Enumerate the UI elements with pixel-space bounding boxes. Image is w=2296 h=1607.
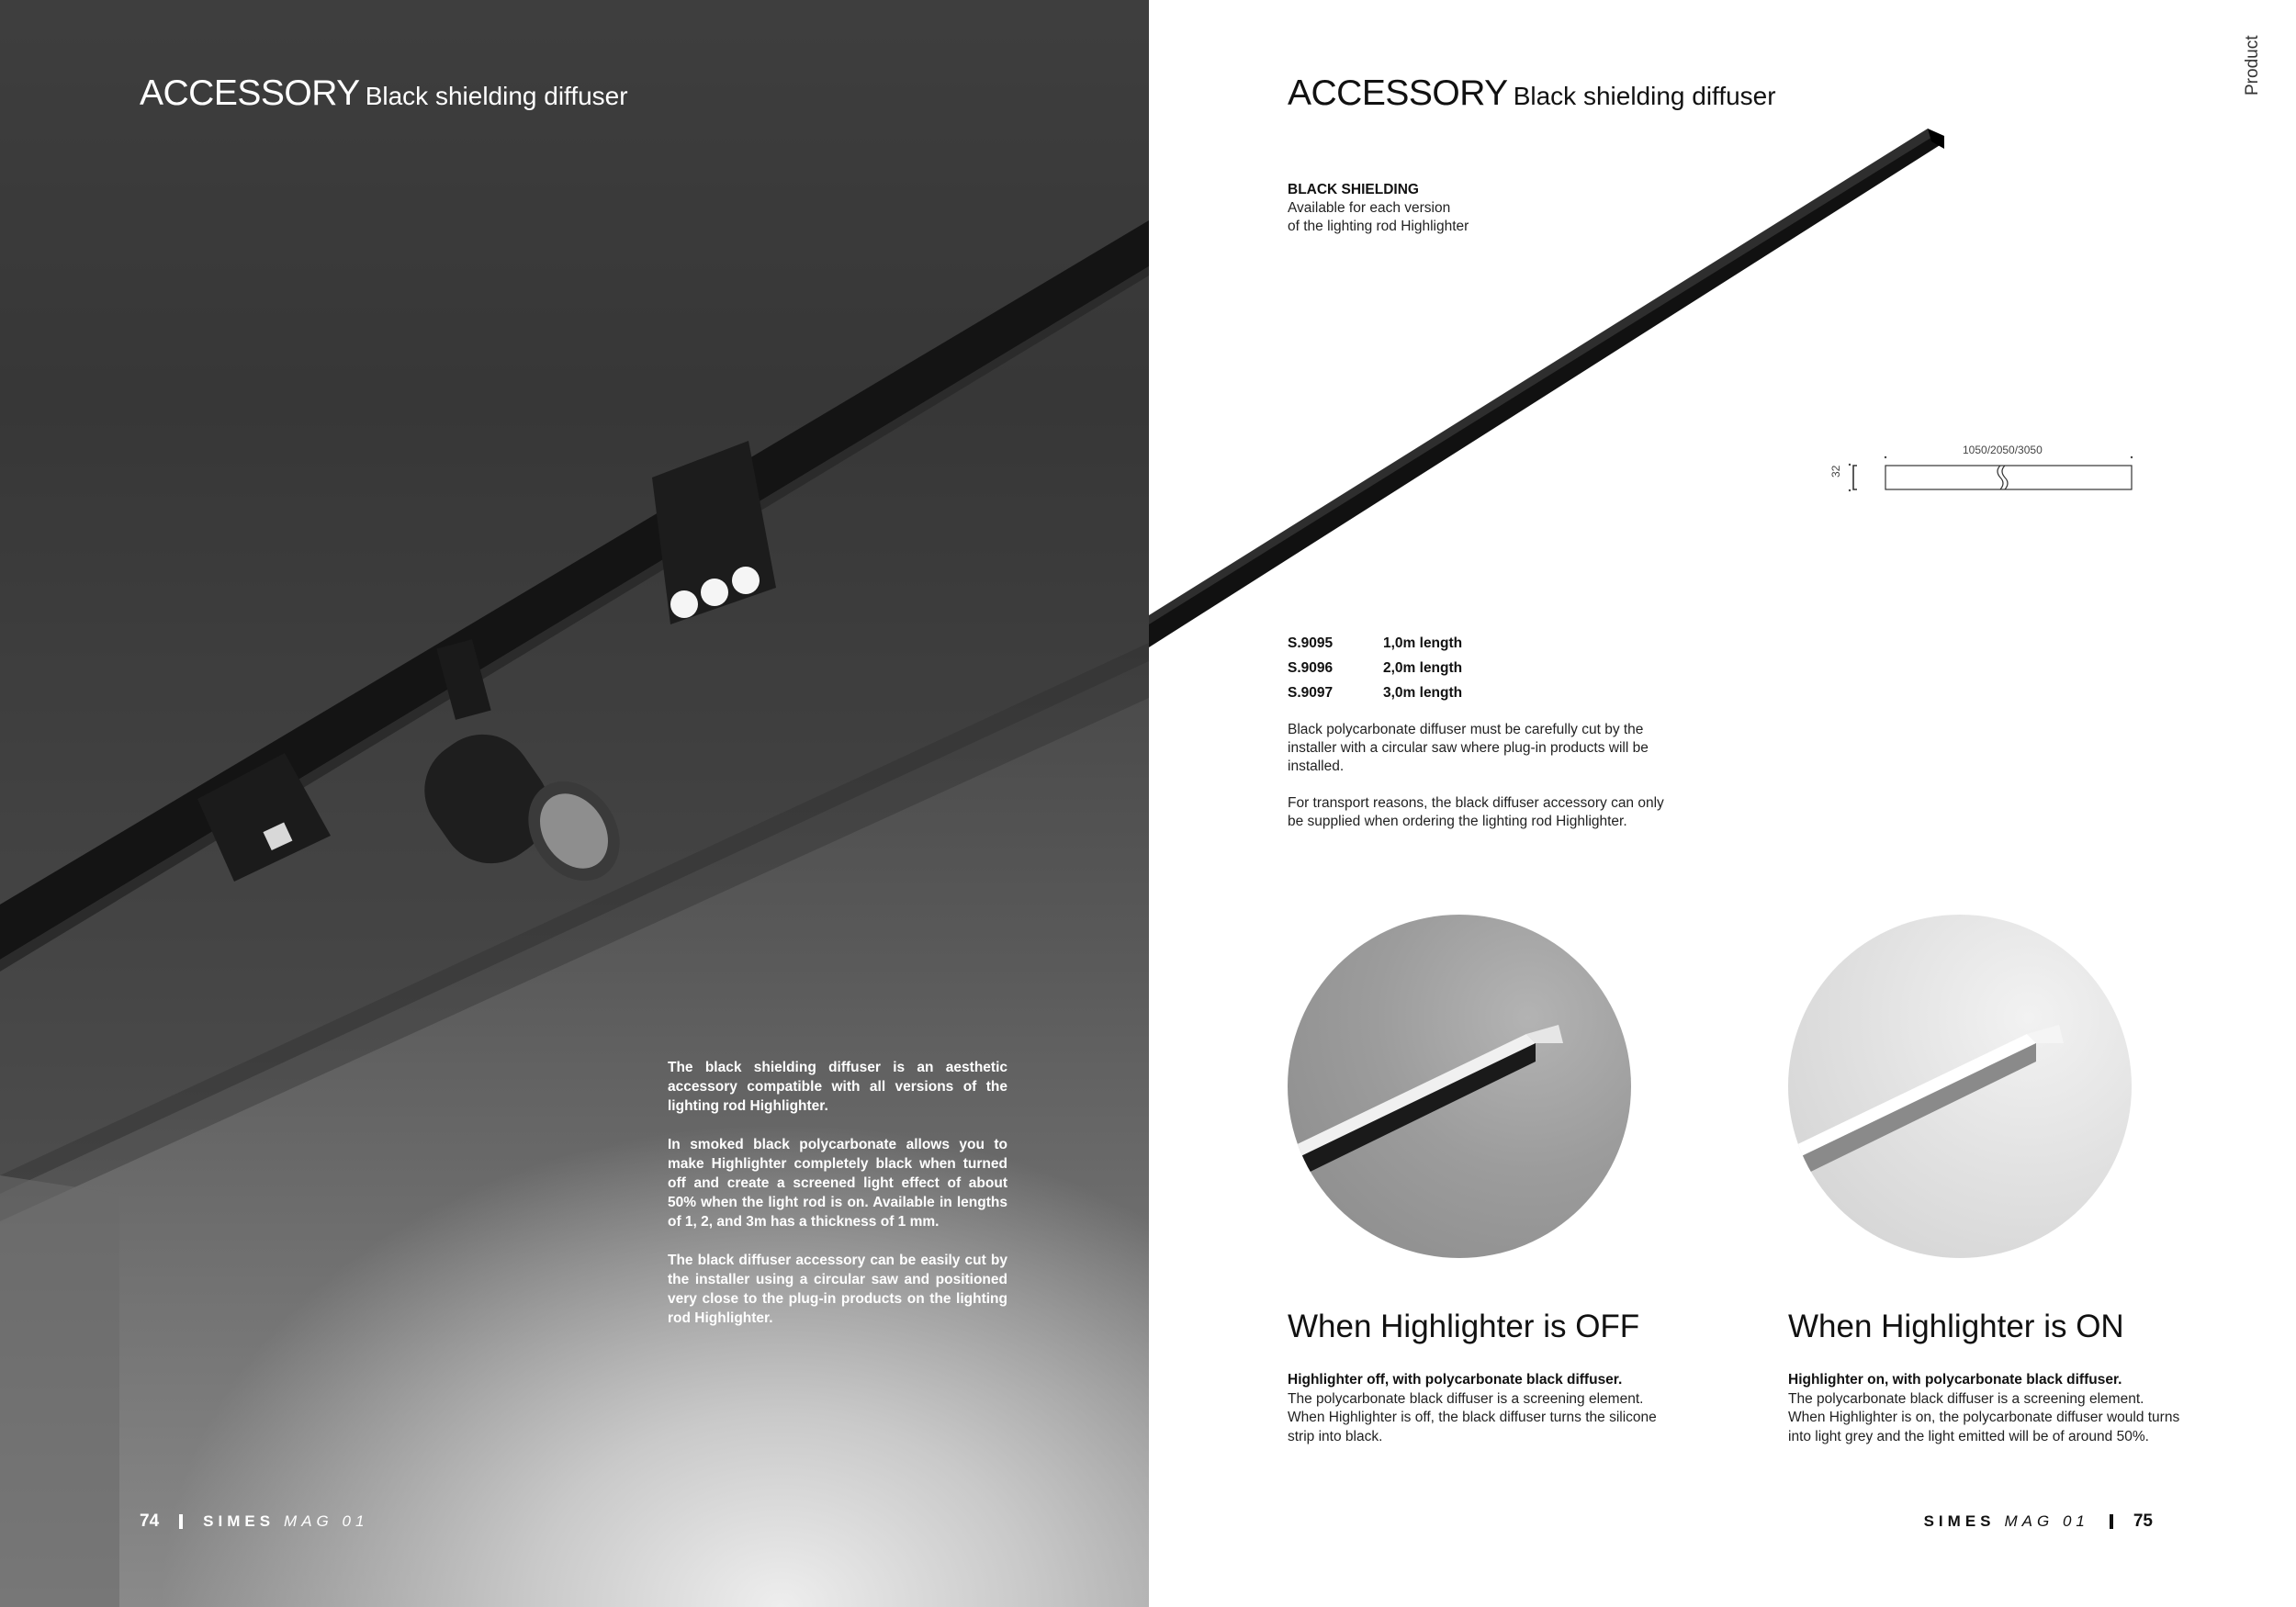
footer-left [140, 1511, 368, 1532]
dimension-thickness: 32 [1829, 465, 1842, 478]
code-row [1288, 685, 1462, 710]
shield-info [1288, 181, 1469, 236]
product-length: 2,0m length [1383, 660, 1463, 676]
shield-title: BLACK SHIELDING [1288, 182, 1419, 197]
page-header [1288, 73, 1776, 114]
description [1288, 721, 1673, 849]
header-sub: Black shielding diffuser [1513, 82, 1776, 110]
product-code: S.9095 [1288, 635, 1334, 651]
shield-line: of the lighting rod Highlighter [1288, 219, 1469, 234]
on-lead: Highlighter on, with polycarbonate black diffuser. [1788, 1372, 2122, 1388]
code-row [1288, 635, 1462, 660]
on-title: When Highlighter is ON [1788, 1309, 2124, 1344]
on-text [1788, 1371, 2183, 1446]
shield-line: Available for each version [1288, 200, 1451, 216]
brand-name: SIMES [203, 1512, 276, 1530]
intro-paragraph: The black shielding diffuser is an aesthetic accessory compatible with all versions of the lighting rod Highlighter. [668, 1060, 1007, 1114]
brand-name: SIMES [1923, 1512, 1996, 1530]
intro-paragraph: The black diffuser accessory can be easily cut by the installer using a circular saw and positioned very close to the plug-in products on the lighting rod Highlighter. [668, 1253, 1007, 1326]
product-length: 3,0m length [1383, 685, 1463, 701]
off-body: The polycarbonate black diffuser is a screening element. When Highlighter is off, the black diffuser turns the silicone strip into black. [1288, 1390, 1657, 1444]
page-header [140, 73, 628, 114]
description-paragraph: Black polycarbonate diffuser must be carefully cut by the installer with a circular saw where plug-in products will be installed. [1288, 722, 1649, 774]
mag-issue: MAG 01 [284, 1512, 369, 1530]
intro-text [668, 1058, 1007, 1347]
description-paragraph: For transport reasons, the black diffuser accessory can only be supplied when ordering the lighting rod Highlighter. [1288, 795, 1664, 829]
mag-issue: MAG 01 [2004, 1512, 2089, 1530]
off-text [1288, 1371, 1683, 1446]
product-code: S.9097 [1288, 685, 1334, 701]
dimension-drawing [1828, 443, 2140, 498]
off-lead: Highlighter off, with polycarbonate black diffuser. [1288, 1372, 1623, 1388]
dimension-length: 1050/2050/3050 [1963, 444, 2043, 456]
separator-bar [179, 1514, 183, 1529]
page-number: 74 [140, 1511, 160, 1531]
code-row [1288, 660, 1462, 685]
product-rod-image [1149, 119, 1948, 661]
page-number: 75 [2133, 1511, 2153, 1531]
off-title: When Highlighter is OFF [1288, 1309, 1640, 1344]
off-state-photo [1288, 915, 1631, 1258]
intro-paragraph: In smoked black polycarbonate allows you to make Highlighter completely black when turned off and create a screened light effect of about 50% when the light rod is on. Available in lengths of 1, 2, and 3m has a thickness of 1 mm. [668, 1137, 1007, 1230]
section-tab: Product [2243, 35, 2262, 96]
header-sub: Black shielding diffuser [365, 82, 628, 110]
separator-bar [2110, 1514, 2113, 1529]
footer-right [1924, 1511, 2153, 1532]
on-state-photo [1788, 915, 2132, 1258]
product-code: S.9096 [1288, 660, 1334, 676]
product-codes [1288, 635, 1462, 710]
on-body: The polycarbonate black diffuser is a screening element. When Highlighter is on, the polycarbonate diffuser would turns into light grey and the light emitted will be of around 50%. [1788, 1390, 2180, 1444]
header-main: ACCESSORY [140, 73, 360, 113]
header-main: ACCESSORY [1288, 73, 1508, 113]
product-length: 1,0m length [1383, 635, 1463, 651]
